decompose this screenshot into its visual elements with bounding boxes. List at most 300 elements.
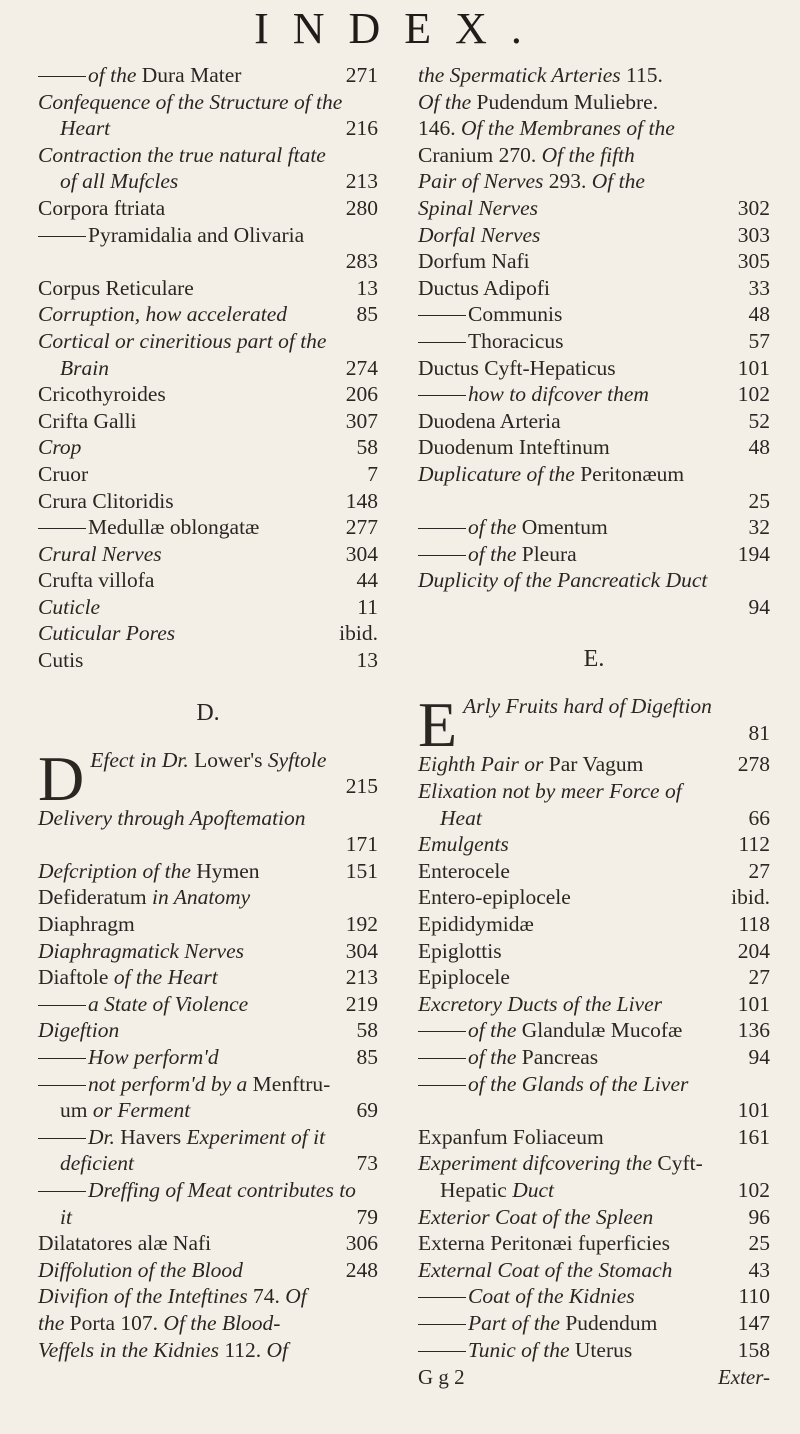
entry-term	[38, 1150, 351, 1177]
entry-term	[418, 115, 764, 142]
entry-page: 307	[345, 408, 378, 433]
entry-term	[418, 301, 743, 328]
entry-roman: Pudendum	[565, 1310, 658, 1335]
ditto-dash	[38, 76, 86, 77]
entry-page: 57	[748, 328, 770, 353]
entry-italic: not perform'd by a	[88, 1071, 253, 1096]
index-entry	[418, 1097, 770, 1124]
index-entry	[38, 1071, 378, 1098]
index-entry	[418, 1204, 770, 1231]
index-entry	[418, 805, 770, 832]
entry-term	[38, 858, 340, 885]
entry-roman: Duodena Arteria	[418, 408, 561, 433]
entry-page: 66	[748, 805, 770, 830]
entry-term	[418, 964, 743, 991]
entry-italic: Of the Membranes of the	[461, 116, 675, 141]
entry-term	[38, 1177, 372, 1204]
index-entry	[418, 1230, 770, 1257]
entry-italic: External Coat of the Stomach	[418, 1257, 673, 1282]
index-entry	[38, 301, 378, 328]
entry-page: 136	[737, 1018, 770, 1043]
index-entry	[418, 62, 770, 89]
entry-italic: Diffolution of the Blood	[38, 1257, 243, 1282]
entry-roman: Porta	[69, 1310, 121, 1335]
page-footer	[418, 1365, 770, 1390]
entry-italic: of the Heart	[113, 965, 218, 990]
index-entry	[418, 778, 770, 805]
index-entry	[38, 647, 378, 674]
ditto-dash	[38, 1058, 86, 1059]
entry-roman: Entero-epiplocele	[418, 885, 571, 910]
entry-italic: Dreffing of Meat contributes to	[88, 1177, 356, 1202]
entry-italic: Crural Nerves	[38, 541, 162, 566]
entry-roman: Hepatic	[440, 1177, 513, 1202]
entry-italic: or Ferment	[92, 1098, 191, 1123]
entry-page: 147	[737, 1310, 770, 1335]
entry-italic: Syftole	[267, 747, 327, 772]
entry-page: 96	[748, 1204, 770, 1229]
entry-page: 283	[345, 249, 378, 274]
entry-page: 73	[356, 1151, 378, 1176]
entry-page: 215	[345, 774, 378, 799]
ditto-dash	[418, 315, 466, 316]
index-entry	[418, 248, 770, 275]
entry-italic: Dr.	[88, 1124, 121, 1149]
index-entry	[38, 911, 378, 938]
entry-page: 277	[345, 515, 378, 540]
entry-italic: Excretory Ducts of the Liver	[418, 991, 662, 1016]
entry-italic: a State of Violence	[88, 991, 249, 1016]
entry-page: 151	[345, 858, 378, 883]
index-entry	[38, 434, 378, 461]
ditto-dash	[38, 528, 86, 529]
entry-term	[418, 142, 764, 169]
entry-term	[418, 275, 743, 302]
index-entry	[38, 1283, 378, 1310]
entry-term	[418, 1257, 743, 1284]
ditto-dash	[418, 1324, 466, 1325]
index-entry	[38, 1124, 378, 1151]
entry-roman: Enterocele	[418, 858, 510, 883]
right-column	[418, 62, 770, 1390]
index-entry	[38, 1230, 378, 1257]
entry-roman: Menftru-	[252, 1071, 331, 1096]
entry-roman: Diaphragm	[38, 912, 135, 937]
section-letter-d: D.	[196, 699, 220, 726]
entry-page: 112	[738, 832, 770, 857]
index-entry	[38, 1097, 378, 1124]
index-entry	[38, 168, 378, 195]
entry-roman: Externa Peritonæi fuperficies	[418, 1231, 670, 1256]
index-entry	[418, 1071, 770, 1098]
entry-italic: Cuticle	[38, 594, 101, 619]
entry-term	[38, 408, 340, 435]
index-entry	[418, 195, 770, 222]
entry-page: 27	[748, 858, 770, 883]
entry-page: 94	[748, 594, 770, 619]
entry-roman: 146.	[418, 116, 461, 141]
index-entry	[418, 1044, 770, 1071]
entry-page: 7	[367, 461, 378, 486]
entry-italic: of the	[468, 515, 522, 540]
entry-roman: Communis	[468, 302, 563, 327]
index-entry	[38, 858, 378, 885]
entry-roman: Glandulæ Mucofæ	[521, 1018, 683, 1043]
entry-term	[38, 1283, 372, 1310]
entry-roman: Crura Clitoridis	[38, 488, 174, 513]
ditto-dash	[418, 1031, 466, 1032]
entry-italic: Elixation not by meer Force of	[418, 779, 682, 804]
entry-page: 69	[356, 1098, 378, 1123]
entry-term	[418, 381, 732, 408]
entry-roman: 115.	[626, 63, 663, 87]
entry-term	[418, 248, 732, 275]
entry-italic: how to difcover them	[468, 382, 649, 407]
entry-term	[38, 541, 340, 568]
index-entry	[38, 805, 378, 832]
index-entry	[38, 991, 378, 1018]
entry-term	[38, 620, 333, 647]
entry-term	[418, 1017, 732, 1044]
entry-italic: Contraction the true natural ftate	[38, 142, 326, 167]
ditto-dash	[418, 1351, 466, 1352]
entry-roman: Dilatatores alæ Nafi	[38, 1231, 212, 1256]
entry-roman: Par Vagum	[548, 752, 644, 777]
entry-page: 171	[345, 832, 378, 857]
entry-page: 48	[748, 302, 770, 327]
index-entry	[418, 488, 770, 515]
entry-term	[38, 301, 351, 328]
entry-page: 304	[345, 541, 378, 566]
entry-page: 58	[356, 1018, 378, 1043]
index-entry	[38, 1044, 378, 1071]
entry-page: 43	[748, 1257, 770, 1282]
index-entry	[418, 168, 770, 195]
entry-italic: Crop	[38, 435, 82, 460]
entry-term	[418, 89, 764, 116]
entry-term	[38, 964, 340, 991]
entry-page: 32	[748, 515, 770, 540]
entry-term	[38, 275, 351, 302]
index-entry	[38, 408, 378, 435]
ditto-dash	[418, 528, 466, 529]
entry-page: 33	[748, 275, 770, 300]
index-entry	[418, 275, 770, 302]
entry-term	[38, 1071, 372, 1098]
index-entry	[38, 567, 378, 594]
entry-page: 271	[345, 63, 378, 87]
entry-term	[418, 884, 725, 911]
entry-italic: Pair of Nerves	[418, 169, 549, 194]
entry-italic: Of the fifth	[541, 142, 635, 167]
entry-roman: Cyft-	[657, 1151, 703, 1176]
entry-term	[418, 1230, 743, 1257]
entry-roman: Duodenum Inteftinum	[418, 435, 610, 460]
ditto-dash	[418, 1058, 466, 1059]
index-entry	[418, 355, 770, 382]
entry-italic: of all Mufcles	[60, 169, 179, 194]
entry-roman: Crifta Galli	[38, 408, 137, 433]
entry-roman: Dorfum Nafi	[418, 249, 530, 274]
index-entry	[418, 434, 770, 461]
entry-term	[38, 488, 340, 515]
ditto-dash	[418, 1297, 466, 1298]
entry-page: 25	[748, 488, 770, 513]
index-entry	[38, 195, 378, 222]
index-entry	[418, 1150, 770, 1177]
index-entry-initial	[38, 742, 378, 814]
index-entry	[38, 142, 378, 169]
entry-term	[418, 831, 733, 858]
entry-roman: Pudendum Muliebre.	[476, 89, 659, 114]
entry-italic: Defcription of the	[38, 858, 197, 883]
entry-italic: Of the	[418, 89, 477, 114]
entry-term	[418, 1124, 732, 1151]
entry-roman: Crufta villofa	[38, 568, 155, 593]
entry-page: 278	[737, 752, 770, 777]
entry-term	[418, 408, 743, 435]
entry-page: 206	[345, 382, 378, 407]
entry-italic: Spinal Nerves	[418, 195, 539, 220]
entry-page: 219	[345, 991, 378, 1016]
index-entry	[38, 328, 378, 355]
entry-term	[418, 1283, 733, 1310]
entry-term	[38, 991, 340, 1018]
entry-term	[38, 1044, 351, 1071]
catchword: Exter-	[717, 1365, 770, 1390]
index-entry	[38, 275, 378, 302]
index-entry	[418, 301, 770, 328]
entry-term	[418, 1044, 743, 1071]
entry-italic: Confequence of the Structure of the	[38, 89, 343, 114]
entry-page: 25	[748, 1231, 770, 1256]
entry-italic: How perform'd	[88, 1045, 219, 1069]
entry-roman: 112.	[224, 1337, 267, 1362]
entry-roman: Cricothyroides	[38, 382, 166, 407]
entry-page: 81	[748, 721, 770, 746]
entry-roman: Pleura	[521, 541, 577, 566]
index-entry	[38, 1204, 378, 1231]
entry-italic: Efect in Dr.	[90, 747, 189, 772]
entry-roman: Epiplocele	[418, 965, 510, 990]
index-entry	[418, 89, 770, 116]
index-entry	[38, 62, 378, 89]
index-entry	[38, 89, 378, 116]
entry-page: 102	[737, 1177, 770, 1202]
section-letter-e: E.	[583, 646, 605, 673]
entry-term	[38, 195, 340, 222]
entry-roman: Dura Mater	[141, 63, 242, 87]
entry-page: 44	[356, 568, 378, 593]
entry-term	[418, 858, 743, 885]
entry-term	[38, 1124, 372, 1151]
entry-italic: Of the Blood-	[163, 1310, 281, 1335]
index-entry	[38, 1150, 378, 1177]
entry-page: ibid.	[339, 621, 378, 646]
index-entry	[38, 1017, 378, 1044]
entry-roman: Expanfum Foliaceum	[418, 1124, 604, 1149]
index-entry	[418, 115, 770, 142]
index-entry	[38, 1257, 378, 1284]
entry-page: 304	[345, 938, 378, 963]
index-entry	[38, 248, 378, 275]
entry-page: 13	[356, 275, 378, 300]
entry-page: 213	[345, 965, 378, 990]
entry-term	[418, 778, 764, 805]
entry-term	[38, 567, 351, 594]
index-entry	[38, 514, 378, 541]
index-entry	[38, 461, 378, 488]
entry-page: 161	[737, 1124, 770, 1149]
entry-term	[418, 938, 732, 965]
entry-italic: Of the	[591, 169, 645, 194]
entry-roman: 107.	[120, 1310, 164, 1335]
entry-italic: it	[60, 1204, 72, 1229]
entry-roman: Corpus Reticulare	[38, 275, 194, 300]
entry-term	[418, 222, 732, 249]
entry-roman: Ductus Adipofi	[418, 275, 550, 300]
entry-term	[418, 991, 732, 1018]
index-entry	[38, 488, 378, 515]
entry-page: 194	[737, 541, 770, 566]
ditto-dash	[418, 1085, 466, 1086]
entry-roman: Thoracicus	[468, 328, 564, 353]
index-entry	[38, 620, 378, 647]
entry-roman: Uterus	[574, 1337, 633, 1362]
entry-page: ibid.	[731, 885, 770, 910]
ditto-dash	[418, 555, 466, 556]
entry-page: 305	[737, 249, 770, 274]
index-entry	[418, 1337, 770, 1364]
entry-italic: Emulgents	[418, 832, 509, 857]
entry-italic: Exterior Coat of the Spleen	[418, 1204, 654, 1229]
entry-term	[418, 461, 764, 488]
entry-term	[418, 514, 743, 541]
entry-term	[38, 328, 372, 355]
entry-italic: the	[38, 1310, 70, 1335]
entry-roman: 293.	[548, 169, 592, 194]
entry-italic: in Anatomy	[152, 885, 251, 910]
entry-roman: Pyramidalia and Olivaria	[88, 222, 305, 247]
index-entry	[418, 1017, 770, 1044]
entry-term	[38, 1310, 372, 1337]
index-entry	[418, 142, 770, 169]
index-entry	[418, 751, 770, 778]
entry-page: 216	[345, 116, 378, 141]
ditto-dash	[38, 236, 86, 237]
entry-italic: Cuticular Pores	[38, 621, 176, 646]
page-title: INDEX.	[254, 4, 546, 53]
entry-term	[38, 884, 372, 911]
entry-italic: deficient	[60, 1151, 135, 1176]
entry-roman: Diaftole	[38, 965, 114, 990]
index-entry	[38, 115, 378, 142]
entry-italic: of the Glands of the Liver	[468, 1071, 689, 1096]
entry-term	[418, 1204, 743, 1231]
index-entry	[38, 964, 378, 991]
entry-page: 248	[345, 1257, 378, 1282]
entry-italic: Dorfal Nerves	[418, 222, 541, 247]
entry-term	[418, 355, 732, 382]
entry-term	[418, 434, 743, 461]
entry-page: 58	[356, 435, 378, 460]
index-entry	[418, 884, 770, 911]
entry-term	[418, 567, 764, 594]
entry-italic: of the	[88, 63, 142, 87]
entry-page: 94	[748, 1045, 770, 1069]
entry-page: 101	[737, 355, 770, 380]
entry-page: 302	[737, 195, 770, 220]
entry-term	[418, 168, 764, 195]
index-entry	[38, 938, 378, 965]
index-entry	[418, 1177, 770, 1204]
index-entry	[418, 964, 770, 991]
entry-italic: of the	[468, 1045, 522, 1069]
entry-term	[38, 647, 351, 674]
index-entry	[418, 541, 770, 568]
entry-term	[38, 1257, 340, 1284]
entry-term	[38, 381, 340, 408]
entry-roman: Epiglottis	[418, 938, 502, 963]
drop-cap: E	[418, 689, 458, 761]
entry-roman: Pancreas	[521, 1045, 599, 1069]
entry-roman: Epididymidæ	[418, 912, 534, 937]
entry-term	[38, 355, 340, 382]
entry-roman: Cranium 270.	[418, 142, 542, 167]
ditto-dash	[418, 395, 466, 396]
entry-italic: Corruption, how accelerated	[38, 302, 288, 327]
entry-page: 213	[345, 169, 378, 194]
index-entry	[418, 514, 770, 541]
entry-term	[38, 911, 340, 938]
entry-page: 48	[748, 435, 770, 460]
index-entry	[38, 1337, 378, 1364]
index-entry	[418, 831, 770, 858]
entry-page: 102	[737, 382, 770, 407]
entry-italic: Diaphragmatick Nerves	[38, 938, 245, 963]
ditto-dash	[38, 1138, 86, 1139]
entry-term	[38, 461, 361, 488]
index-entry	[418, 381, 770, 408]
signature-mark: G g 2	[418, 1365, 465, 1390]
entry-term	[418, 62, 764, 89]
index-entry	[418, 858, 770, 885]
ditto-dash	[418, 342, 466, 343]
index-entry	[418, 328, 770, 355]
entry-term	[38, 514, 340, 541]
index-entry	[38, 381, 378, 408]
index-entry	[418, 1310, 770, 1337]
index-entry	[418, 1283, 770, 1310]
entry-roman: Ductus Cyft-Hepaticus	[418, 355, 616, 380]
entry-italic: Coat of the Kidnies	[468, 1284, 635, 1309]
entry-page: 101	[737, 1098, 770, 1123]
entry-page: 79	[356, 1204, 378, 1229]
ditto-dash	[38, 1085, 86, 1086]
entry-term	[418, 1310, 732, 1337]
index-entry	[418, 991, 770, 1018]
index-entry	[38, 1177, 378, 1204]
entry-page: 204	[737, 938, 770, 963]
entry-term	[38, 1017, 351, 1044]
index-entry	[418, 1257, 770, 1284]
entry-italic: Cortical or cineritious part of the	[38, 328, 327, 353]
entry-roman: Havers	[120, 1124, 187, 1149]
entry-page: 148	[345, 488, 378, 513]
entry-term	[38, 89, 372, 116]
entry-page: 13	[356, 648, 378, 673]
entry-italic: Duct	[512, 1177, 555, 1202]
